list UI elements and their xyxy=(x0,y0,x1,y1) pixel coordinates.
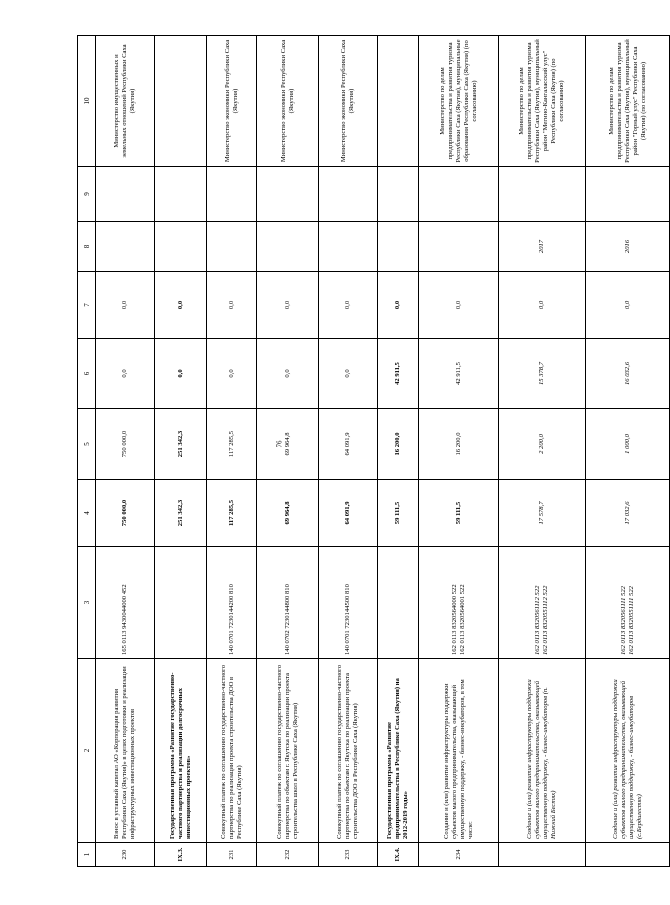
row-number-cell: 234 xyxy=(419,843,499,867)
budget-code-cell xyxy=(155,547,207,659)
total-amount-cell: 750 000,0 xyxy=(96,480,155,547)
description-cell: Создание и (или) развитие инфраструктуры поддержки субъектов малого предпринимательства, оказывающей имущественную поддержку, - бизнес-инкубаторов, в том числе: xyxy=(419,659,499,843)
amount-col5-cell: 69 964,8 xyxy=(257,409,319,480)
row-number-cell: IX.4. xyxy=(378,843,419,867)
amount-col7-cell: 0,0 xyxy=(419,272,499,339)
amount-col5-cell: 750 000,0 xyxy=(96,409,155,480)
description-cell: Создание и (или) развитие инфраструктуры поддержки субъектов малого предпринимательства, оказывающей имущественную поддержку, - бизнес-инкубаторов (п. Нижний Бестях) xyxy=(499,659,586,843)
header-row xyxy=(78,36,96,867)
column-header-5: 5 xyxy=(78,409,96,480)
amount-col7-cell: 0,0 xyxy=(257,272,319,339)
amount-col7-cell: 0,0 xyxy=(155,272,207,339)
amount-col5-cell: 64 091,9 xyxy=(319,409,378,480)
description-cell: Совокупный платеж по соглашению государственно-частного партнерства по объектам г. Якутска по реализации проекта строительства ДОО в Республике Саха (Якутия) xyxy=(319,659,378,843)
amount-col5-cell: 117 285,5 xyxy=(207,409,257,480)
rotated-page xyxy=(77,36,647,867)
amount-col5-cell: 16 200,0 xyxy=(419,409,499,480)
row-number-cell xyxy=(499,843,586,867)
column-header-2: 2 xyxy=(78,659,96,843)
responsible-cell: Министерство экономики Республики Саха (Якутия) xyxy=(207,36,257,167)
total-amount-cell: 17 032,6 xyxy=(586,480,670,547)
table-row xyxy=(207,36,257,867)
budget-code-cell: 162 0113 8320561112 522 162 0113 8320551112 522 xyxy=(499,547,586,659)
row-number-cell: IX.3. xyxy=(155,843,207,867)
amount-col6-cell: 0,0 xyxy=(96,339,155,409)
column-header-7: 7 xyxy=(78,272,96,339)
year-cell xyxy=(96,222,155,272)
amount-col6-cell: 42 911,5 xyxy=(419,339,499,409)
year-cell xyxy=(319,222,378,272)
amount-col7-cell: 0,0 xyxy=(378,272,419,339)
budget-code-cell: 140 0701 7230144500 810 xyxy=(319,547,378,659)
budget-table xyxy=(77,35,670,867)
table-row xyxy=(378,36,419,867)
total-amount-cell: 59 111,5 xyxy=(419,480,499,547)
responsible-cell: Министерство по делам предпринимательства и развития туризма Республики Саха (Якутия), муниципальные образования Республики Саха (Якутия) (по согласованию) xyxy=(419,36,499,167)
row-number-cell: 231 xyxy=(207,843,257,867)
amount-col5-cell: 1 000,0 xyxy=(586,409,670,480)
table-row xyxy=(419,36,499,867)
description-cell: Совокупный платеж по соглашению государственно-частного партнерства по реализации проекта строительства ДОО в Республике Саха (Якутия) xyxy=(207,659,257,843)
responsible-cell xyxy=(155,36,207,167)
row-number-cell: 230 xyxy=(96,843,155,867)
table-row xyxy=(155,36,207,867)
responsible-cell: Министерство по делам предпринимательства и развития туризма Республики Саха (Якутия), муниципальный район "Мегино-Кангаласский улус" Республики Саха (Якутия) (по согласованию) xyxy=(499,36,586,167)
amount-col6-cell: 0,0 xyxy=(155,339,207,409)
col9-cell xyxy=(319,167,378,222)
budget-code-cell xyxy=(378,547,419,659)
responsible-cell: Министерство экономики Республики Саха (Якутия) xyxy=(257,36,319,167)
column-header-6: 6 xyxy=(78,339,96,409)
column-header-1: 1 xyxy=(78,843,96,867)
col9-cell xyxy=(378,167,419,222)
year-cell xyxy=(155,222,207,272)
row-number-cell: 233 xyxy=(319,843,378,867)
total-amount-cell: 59 111,5 xyxy=(378,480,419,547)
year-cell xyxy=(257,222,319,272)
amount-col5-cell: 16 200,0 xyxy=(378,409,419,480)
description-cell: Совокупный платеж по соглашению государственно-частного партнерства по объектам г. Якутска по реализации проекта строительства школ в Республике Саха (Якутия) xyxy=(257,659,319,843)
description-cell: Государственная программа «Развитие государственно-частного партнерства и реализации долгосрочных инвестиционных проектов» xyxy=(155,659,207,843)
amount-col6-cell: 42 911,5 xyxy=(378,339,419,409)
amount-col6-cell: 0,0 xyxy=(207,339,257,409)
responsible-cell xyxy=(378,36,419,167)
amount-col6-cell: 16 032,6 xyxy=(586,339,670,409)
description-cell: Государственная программа «Развитие предпринимательства в Республике Саха (Якутия) на 2012-2019 годы» xyxy=(378,659,419,843)
row-number-cell: 232 xyxy=(257,843,319,867)
budget-code-cell: 140 0701 7230144200 810 xyxy=(207,547,257,659)
table-row xyxy=(257,36,319,867)
budget-code-cell: 165 0113 9430044000 452 xyxy=(96,547,155,659)
column-header-9: 9 xyxy=(78,167,96,222)
year-cell: 2016 xyxy=(586,222,670,272)
amount-col7-cell: 0,0 xyxy=(207,272,257,339)
amount-col7-cell: 0,0 xyxy=(586,272,670,339)
column-header-8: 8 xyxy=(78,222,96,272)
row-number-cell xyxy=(586,843,670,867)
column-header-3: 3 xyxy=(78,547,96,659)
total-amount-cell: 117 285,5 xyxy=(207,480,257,547)
amount-col7-cell: 0,0 xyxy=(96,272,155,339)
rotated-content xyxy=(77,36,647,867)
table-row xyxy=(319,36,378,867)
total-amount-cell: 64 091,9 xyxy=(319,480,378,547)
total-amount-cell: 17 578,7 xyxy=(499,480,586,547)
page-number: 76 xyxy=(275,440,284,448)
total-amount-cell: 251 342,3 xyxy=(155,480,207,547)
budget-code-cell: 162 0113 8320564000 522 162 0113 8320564001 522 xyxy=(419,547,499,659)
table-row xyxy=(586,36,670,867)
responsible-cell: Министерство по делам предпринимательства и развития туризма Республики Саха (Якутия), муниципальный район "Горный улус" Республики Саха (Якутия) (по согласованию) xyxy=(586,36,670,167)
col9-cell xyxy=(499,167,586,222)
total-amount-cell: 69 964,8 xyxy=(257,480,319,547)
col9-cell xyxy=(96,167,155,222)
column-header-4: 4 xyxy=(78,480,96,547)
responsible-cell: Министерство имущественных и земельных отношений Республики Саха (Якутия) xyxy=(96,36,155,167)
amount-col7-cell: 0,0 xyxy=(319,272,378,339)
year-cell xyxy=(378,222,419,272)
col9-cell xyxy=(586,167,670,222)
amount-col5-cell: 2 200,0 xyxy=(499,409,586,480)
budget-code-cell: 162 0113 8320561111 522 162 0113 8320551111 522 xyxy=(586,547,670,659)
col9-cell xyxy=(155,167,207,222)
amount-col7-cell: 0,0 xyxy=(499,272,586,339)
year-cell xyxy=(419,222,499,272)
table-row xyxy=(96,36,155,867)
year-cell: 2017 xyxy=(499,222,586,272)
table-body xyxy=(96,36,670,867)
col9-cell xyxy=(257,167,319,222)
description-cell: Создание и (или) развитие инфраструктуры поддержки субъектов малого предпринимательства, оказывающей имущественную поддержку, - бизнес-инкубаторов (с.Бердигестях) xyxy=(586,659,670,843)
description-cell: Взнос в уставный капитал АО «Корпорация развития Республики Саха (Якутия)» в целях подготовки и реализации инфраструктурных инвестиционных проектов xyxy=(96,659,155,843)
column-header-10: 10 xyxy=(78,36,96,167)
year-cell xyxy=(207,222,257,272)
responsible-cell: Министерство экономики Республики Саха (Якутия) xyxy=(319,36,378,167)
col9-cell xyxy=(207,167,257,222)
amount-col6-cell: 15 378,7 xyxy=(499,339,586,409)
amount-col6-cell: 0,0 xyxy=(257,339,319,409)
col9-cell xyxy=(419,167,499,222)
table-row xyxy=(499,36,586,867)
budget-code-cell: 140 0702 7230144800 810 xyxy=(257,547,319,659)
amount-col6-cell: 0,0 xyxy=(319,339,378,409)
amount-col5-cell: 251 342,3 xyxy=(155,409,207,480)
